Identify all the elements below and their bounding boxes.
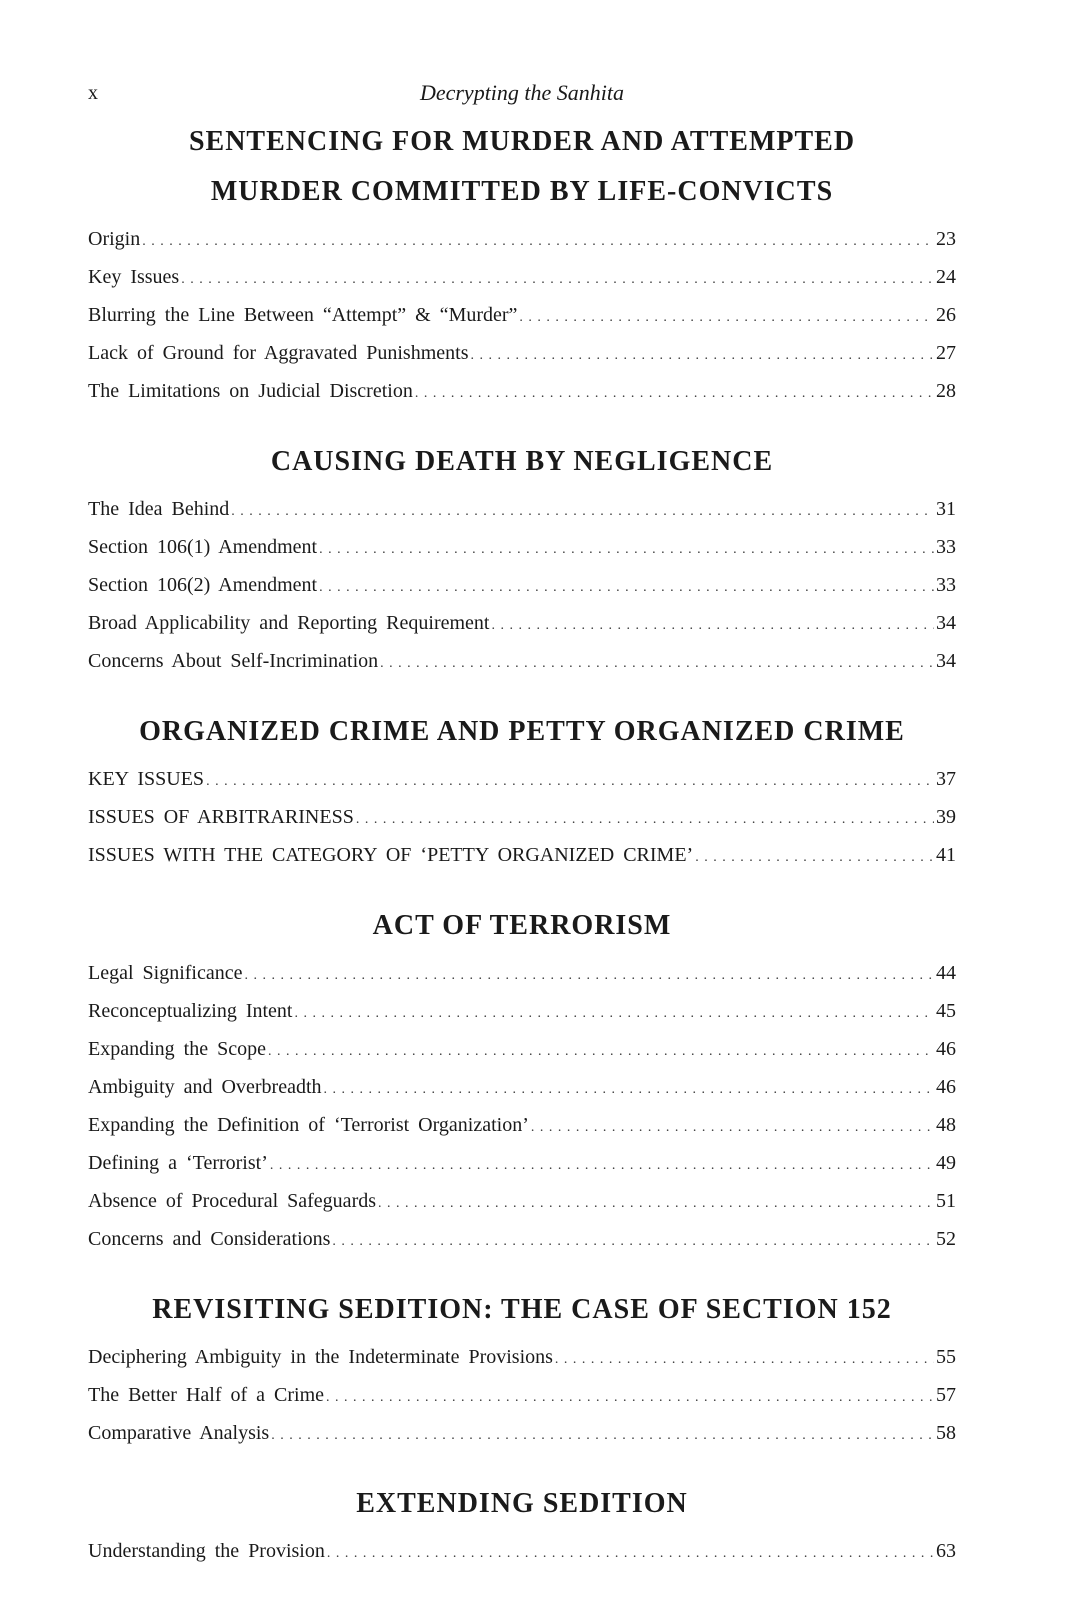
toc-entry-label: The Idea Behind: [88, 498, 230, 520]
toc-entry-page: 37: [936, 768, 956, 790]
toc-entry-label: Reconceptualizing Intent: [88, 1000, 293, 1022]
dot-leader: [324, 1071, 935, 1109]
table-of-contents: [88, 120, 956, 1570]
dot-leader: [326, 1379, 934, 1417]
dot-leader: [695, 839, 934, 877]
toc-section: [88, 120, 956, 410]
toc-entry[interactable]: [88, 566, 956, 604]
section-spacer: [88, 680, 956, 710]
toc-entry-label: ISSUES OF ARBITRARINESS: [88, 806, 354, 828]
toc-entry[interactable]: [88, 1182, 956, 1220]
toc-entry-page: 45: [936, 1000, 956, 1022]
toc-entry[interactable]: [88, 296, 956, 334]
page-number: x: [88, 82, 98, 104]
toc-entry-page: 33: [936, 574, 956, 596]
dot-leader: [181, 261, 934, 299]
toc-entry-label: Deciphering Ambiguity in the Indeterminate Provisions: [88, 1346, 553, 1368]
toc-entry[interactable]: [88, 1068, 956, 1106]
section-title: ACT OF TERRORISM: [372, 910, 672, 941]
toc-section: [88, 1482, 956, 1570]
toc-entry-label: Comparative Analysis: [88, 1422, 270, 1444]
toc-entry-page: 58: [936, 1422, 956, 1444]
section-spacer: [88, 874, 956, 904]
toc-entry[interactable]: [88, 220, 956, 258]
section-title: SENTENCING FOR MURDER AND ATTEMPTED: [188, 126, 856, 157]
toc-entry[interactable]: [88, 1106, 956, 1144]
dot-leader: [332, 1223, 934, 1261]
toc-entry[interactable]: [88, 604, 956, 642]
dot-leader: [519, 299, 934, 337]
toc-entry[interactable]: [88, 490, 956, 528]
toc-entry[interactable]: [88, 760, 956, 798]
toc-entry-page: 55: [936, 1346, 956, 1368]
toc-entry-label: Absence of Procedural Safeguards: [88, 1190, 377, 1212]
dot-leader: [380, 645, 934, 683]
toc-entry-page: 23: [936, 228, 956, 250]
toc-entry-label: Section 106(1) Amendment: [88, 536, 318, 558]
toc-entry[interactable]: [88, 1220, 956, 1258]
toc-entry-label: KEY ISSUES: [88, 768, 205, 790]
toc-entry[interactable]: [88, 1376, 956, 1414]
section-spacer: [88, 1258, 956, 1288]
dot-leader: [245, 957, 935, 995]
toc-entry-page: 49: [936, 1152, 956, 1174]
section-spacer: [88, 410, 956, 440]
toc-entry-page: 44: [936, 962, 956, 984]
toc-entry[interactable]: [88, 836, 956, 874]
dot-leader: [470, 337, 934, 375]
toc-section: [88, 904, 956, 1258]
toc-entry-label: Expanding the Scope: [88, 1038, 266, 1060]
toc-section: [88, 1288, 956, 1452]
toc-entry-label: Understanding the Provision: [88, 1540, 325, 1562]
toc-entry[interactable]: [88, 1532, 956, 1570]
toc-entry-page: 34: [936, 612, 956, 634]
toc-entry-label: Key Issues: [88, 266, 180, 288]
toc-entry-page: 46: [936, 1076, 956, 1098]
dot-leader: [319, 569, 934, 607]
toc-entry-page: 26: [936, 304, 956, 326]
dot-leader: [415, 375, 934, 413]
toc-entry[interactable]: [88, 992, 956, 1030]
toc-entry-label: Ambiguity and Overbreadth: [88, 1076, 322, 1098]
dot-leader: [271, 1417, 934, 1455]
toc-entry-page: 48: [936, 1114, 956, 1136]
running-title: Decrypting the Sanhita: [419, 80, 625, 105]
toc-entry[interactable]: [88, 1144, 956, 1182]
toc-entry-page: 28: [936, 380, 956, 402]
toc-entry-label: The Limitations on Judicial Discretion: [88, 380, 413, 402]
toc-entry[interactable]: [88, 528, 956, 566]
toc-entry-label: Legal Significance: [88, 962, 243, 984]
toc-entry-label: Origin: [88, 228, 141, 250]
toc-entry-page: 31: [936, 498, 956, 520]
section-title: EXTENDING SEDITION: [356, 1488, 688, 1519]
toc-entry-page: 63: [936, 1540, 956, 1562]
dot-leader: [268, 1033, 934, 1071]
dot-leader: [142, 223, 934, 261]
dot-leader: [270, 1147, 934, 1185]
toc-entry-page: 27: [936, 342, 956, 364]
toc-entry-label: ISSUES WITH THE CATEGORY OF ‘PETTY ORGANIZED CRIME’: [88, 844, 694, 866]
dot-leader: [319, 531, 934, 569]
dot-leader: [356, 801, 934, 839]
dot-leader: [531, 1109, 934, 1147]
toc-entry-label: Blurring the Line Between “Attempt” & “Murder”: [88, 304, 518, 326]
toc-entry-label: Expanding the Definition of ‘Terrorist Organization’: [88, 1114, 529, 1136]
section-title: ORGANIZED CRIME AND PETTY ORGANIZED CRIME: [139, 716, 905, 747]
dot-leader: [327, 1535, 934, 1573]
toc-entry[interactable]: [88, 258, 956, 296]
toc-entry[interactable]: [88, 954, 956, 992]
toc-section: [88, 710, 956, 874]
toc-entry-label: The Better Half of a Crime: [88, 1384, 325, 1406]
toc-entry-page: 24: [936, 266, 956, 288]
dot-leader: [231, 493, 934, 531]
toc-entry-page: 46: [936, 1038, 956, 1060]
dot-leader: [378, 1185, 934, 1223]
toc-entry-page: 39: [936, 806, 956, 828]
dot-leader: [555, 1341, 934, 1379]
section-title: MURDER COMMITTED BY LIFE-CONVICTS: [210, 176, 834, 207]
toc-entry[interactable]: [88, 642, 956, 680]
toc-entry-label: Defining a ‘Terrorist’: [88, 1152, 268, 1174]
toc-entry-label: Broad Applicability and Reporting Requirement: [88, 612, 490, 634]
section-spacer: [88, 1452, 956, 1482]
toc-entry-page: 57: [936, 1384, 956, 1406]
dot-leader: [491, 607, 934, 645]
toc-section: [88, 440, 956, 680]
toc-entry[interactable]: [88, 334, 956, 372]
section-title: REVISITING SEDITION: THE CASE OF SECTION 152: [152, 1294, 892, 1325]
dot-leader: [206, 763, 934, 801]
toc-entry[interactable]: [88, 798, 956, 836]
toc-entry[interactable]: [88, 372, 956, 410]
toc-entry-label: Section 106(2) Amendment: [88, 574, 318, 596]
toc-entry[interactable]: [88, 1414, 956, 1452]
dot-leader: [294, 995, 934, 1033]
toc-entry-page: 41: [936, 844, 956, 866]
toc-entry-label: Lack of Ground for Aggravated Punishments: [88, 342, 469, 364]
toc-entry-page: 51: [936, 1190, 956, 1212]
section-title: CAUSING DEATH BY NEGLIGENCE: [270, 446, 774, 477]
page-header: [88, 80, 956, 110]
toc-entry-page: 52: [936, 1228, 956, 1250]
toc-entry-label: Concerns and Considerations: [88, 1228, 331, 1250]
toc-entry-page: 33: [936, 536, 956, 558]
toc-entry[interactable]: [88, 1338, 956, 1376]
toc-entry[interactable]: [88, 1030, 956, 1068]
toc-entry-page: 34: [936, 650, 956, 672]
toc-entry-label: Concerns About Self-Incrimination: [88, 650, 379, 672]
